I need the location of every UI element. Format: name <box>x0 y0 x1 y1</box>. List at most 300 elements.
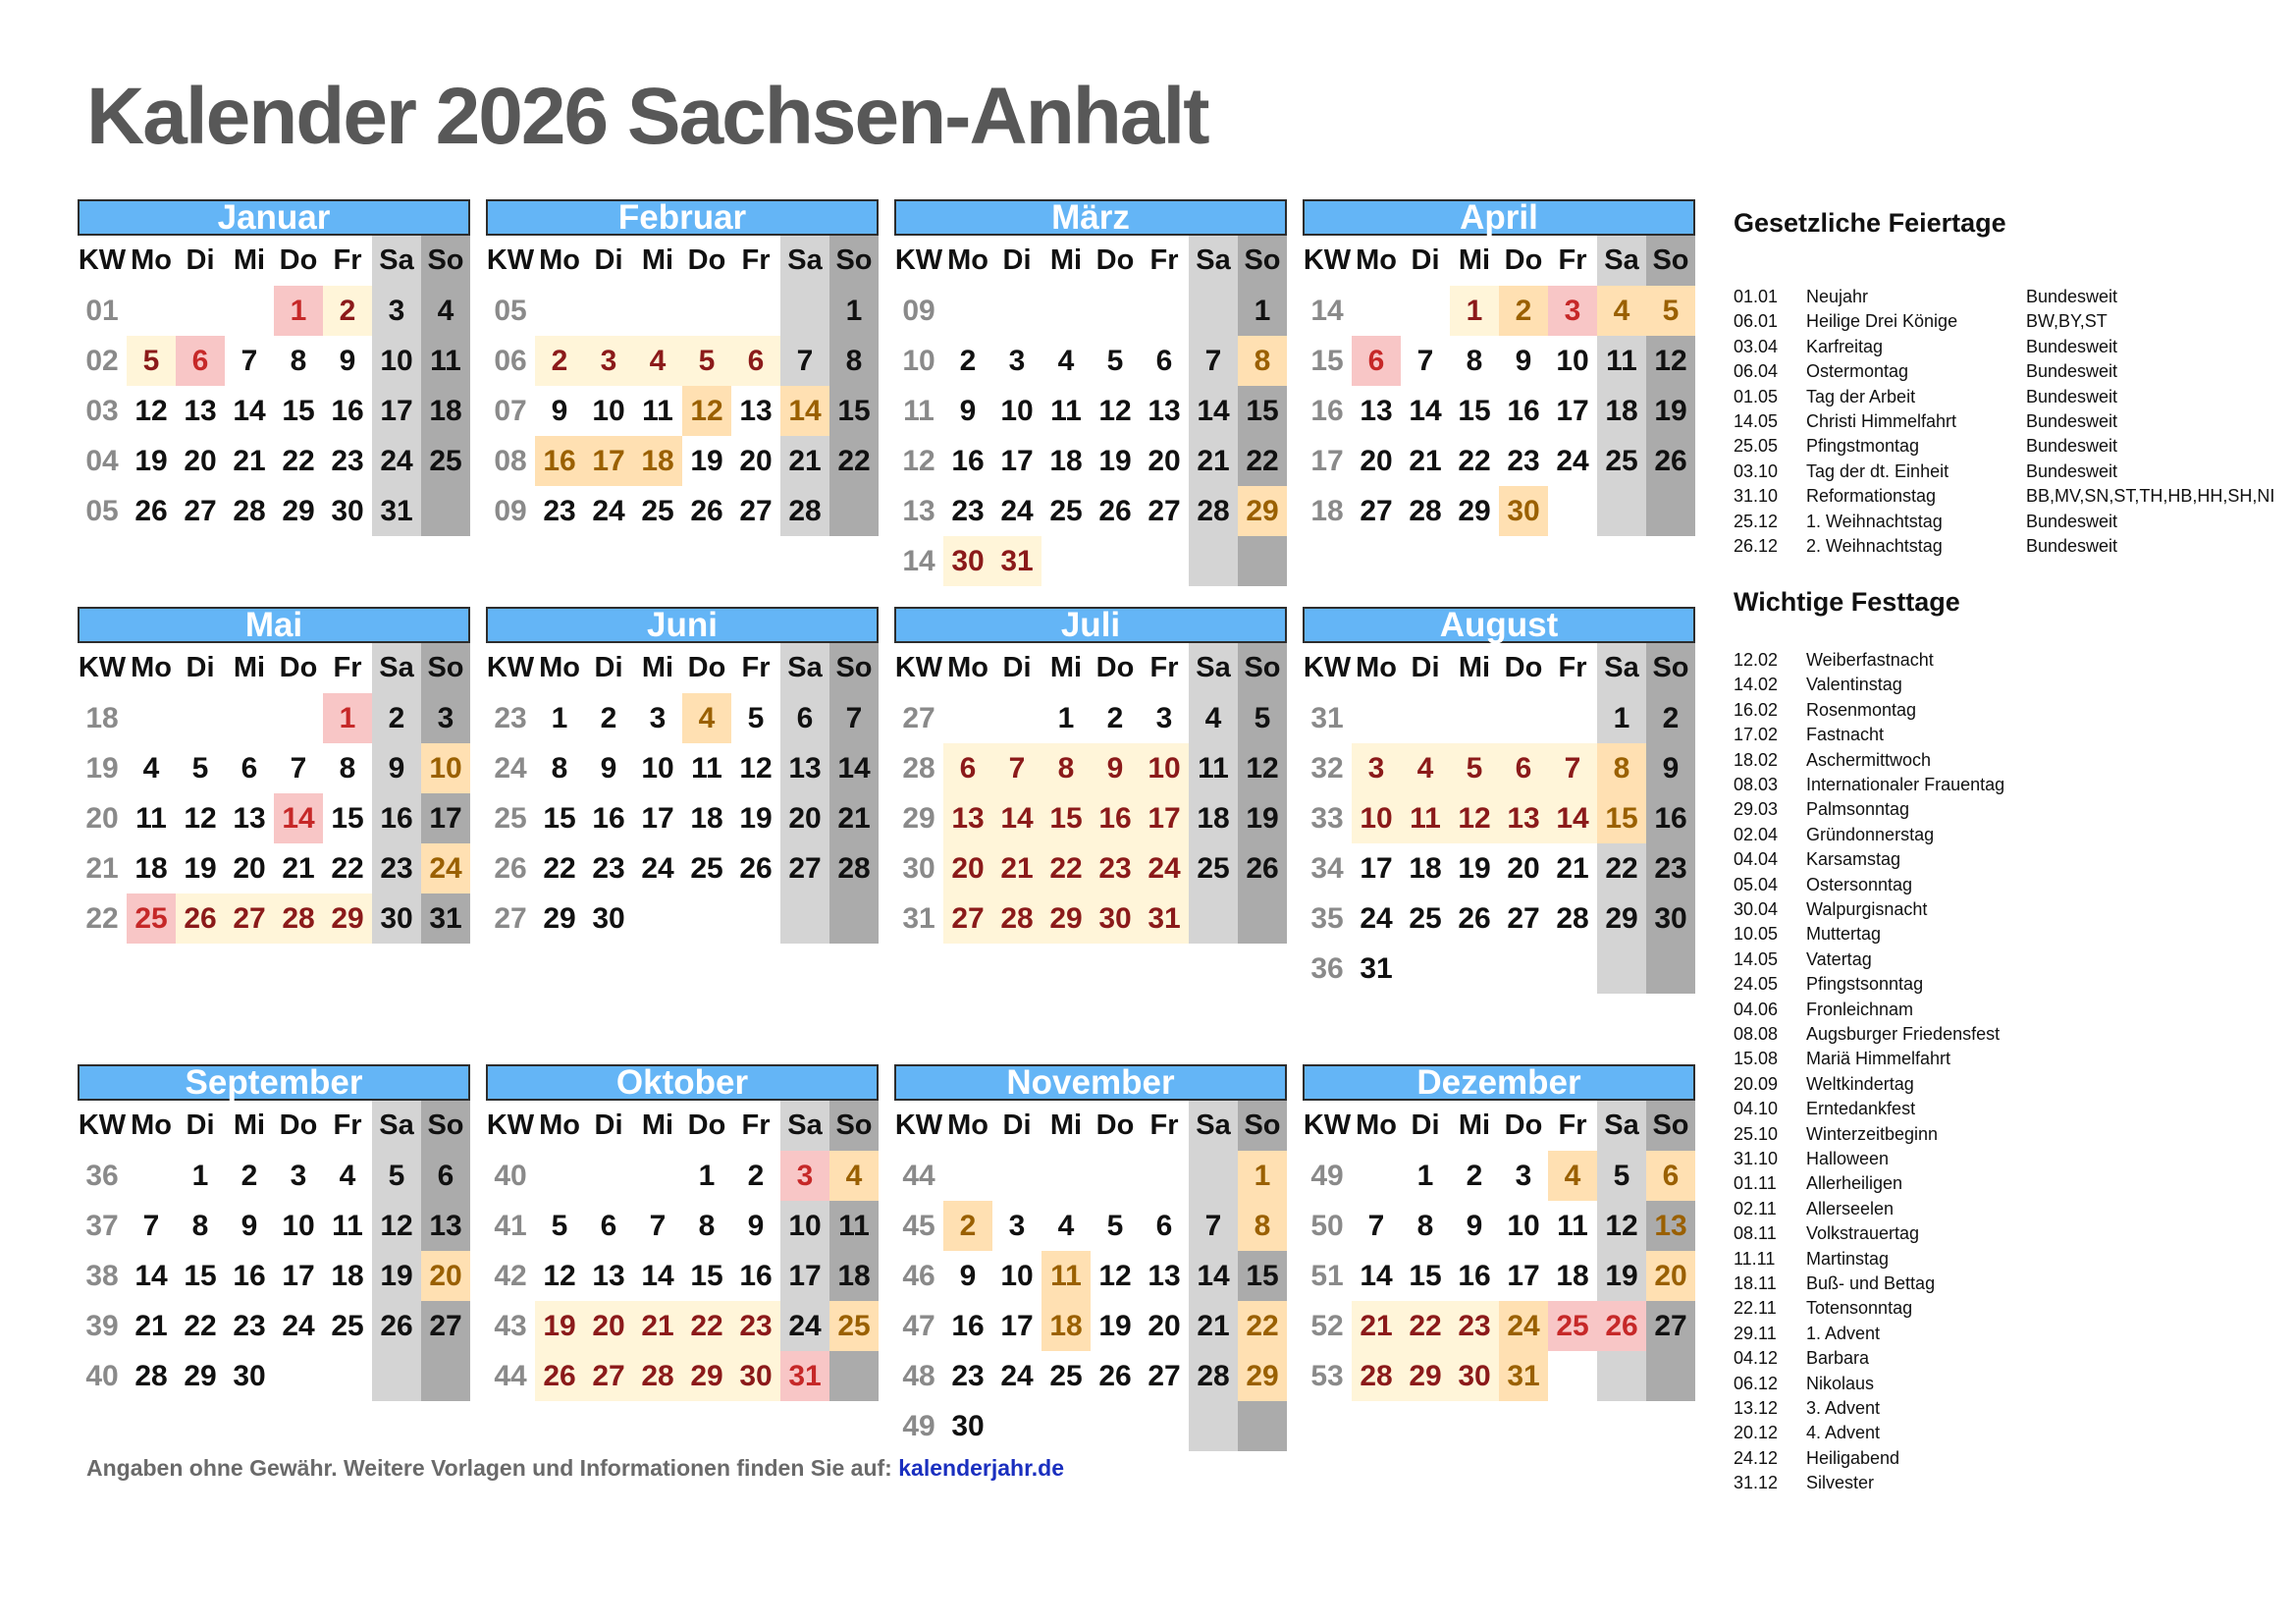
day-cell: 6 <box>240 751 258 785</box>
day-cell: 23 <box>233 1309 266 1342</box>
empty-cell <box>1597 944 1646 994</box>
day-cell: 8 <box>1597 743 1646 793</box>
day-cell: 16 <box>1458 1259 1491 1292</box>
entry-date: 31.12 <box>1734 1473 1779 1493</box>
empty-cell <box>1140 286 1189 336</box>
day-cell: 7 <box>240 344 258 377</box>
entry-name: 4. Advent <box>1806 1423 1881 1443</box>
weekday-label: KW <box>894 244 943 276</box>
month-8 <box>1303 607 1695 994</box>
week-row <box>1303 1301 1695 1351</box>
week-number: 42 <box>494 1259 527 1292</box>
week-number: 07 <box>494 394 527 427</box>
empty-cell <box>372 1351 421 1401</box>
day-cell: 17 <box>372 386 421 436</box>
empty-cell <box>225 286 274 336</box>
week-row <box>894 1151 1287 1201</box>
month-title: November <box>894 1064 1287 1101</box>
week-number: 31 <box>1310 701 1344 734</box>
empty-cell <box>1238 536 1287 586</box>
day-cell: 1 <box>1238 1151 1287 1201</box>
weekday-label: Di <box>186 652 215 683</box>
day-cell: 27 <box>1148 1359 1181 1392</box>
entry-date: 01.05 <box>1734 386 1779 406</box>
weekday-label: KW <box>1303 652 1352 683</box>
week-number: 39 <box>85 1309 119 1342</box>
empty-cell <box>421 486 470 536</box>
entry-date: 04.10 <box>1734 1099 1779 1119</box>
day-cell: 26 <box>176 893 225 944</box>
day-cell: 15 <box>1041 793 1091 843</box>
weekday-label: Mo <box>539 652 580 683</box>
day-cell: 12 <box>184 801 217 835</box>
week-number: 18 <box>85 701 119 734</box>
page-title: Kalender 2026 Sachsen-Anhalt <box>86 72 1208 161</box>
day-cell: 2 <box>240 1159 258 1192</box>
weekday-label: Di <box>1002 1110 1032 1141</box>
month-title: April <box>1303 199 1695 236</box>
weekday-label: KW <box>78 244 127 276</box>
day-cell: 13 <box>184 394 217 427</box>
day-cell: 3 <box>584 336 633 386</box>
day-cell: 26 <box>1098 1359 1132 1392</box>
week-number: 27 <box>494 901 527 935</box>
month-5 <box>78 607 470 944</box>
day-cell: 5 <box>682 336 731 386</box>
entry-name: Internationaler Frauentag <box>1806 775 2005 794</box>
week-number: 47 <box>902 1309 935 1342</box>
week-row <box>1303 743 1695 793</box>
empty-cell <box>1597 1351 1646 1401</box>
week-number: 46 <box>902 1259 935 1292</box>
day-cell: 31 <box>1140 893 1189 944</box>
weekday-label: KW <box>486 1110 535 1141</box>
week-row <box>1303 893 1695 944</box>
week-row <box>78 1301 470 1351</box>
week-row <box>486 486 879 536</box>
empty-cell <box>1189 893 1238 944</box>
day-cell: 8 <box>698 1209 716 1242</box>
week-row <box>486 1351 879 1401</box>
weekday-label: So <box>829 643 879 693</box>
week-row <box>894 843 1287 893</box>
day-cell: 14 <box>1360 1259 1393 1292</box>
entry-name: Buß- und Bettag <box>1806 1273 1936 1293</box>
day-cell: 6 <box>943 743 992 793</box>
day-cell: 9 <box>959 1259 977 1292</box>
week-number: 09 <box>902 294 935 327</box>
empty-cell <box>1189 536 1238 586</box>
day-cell: 5 <box>127 336 176 386</box>
day-cell: 24 <box>421 843 470 893</box>
day-cell: 21 <box>233 444 266 477</box>
week-row <box>78 1251 470 1301</box>
day-cell: 21 <box>780 436 829 486</box>
empty-cell <box>1041 1151 1091 1201</box>
week-row <box>78 336 470 386</box>
day-cell: 9 <box>1466 1209 1483 1242</box>
week-number: 45 <box>902 1209 935 1242</box>
week-row <box>1303 1151 1695 1201</box>
day-cell: 24 <box>1000 494 1034 527</box>
weekday-label: Fr <box>741 1110 771 1141</box>
day-cell: 18 <box>829 1251 879 1301</box>
weekday-label: So <box>421 1101 470 1151</box>
day-cell: 13 <box>233 801 266 835</box>
entry-date: 16.02 <box>1734 699 1779 720</box>
day-cell: 3 <box>421 693 470 743</box>
day-cell: 7 <box>780 336 829 386</box>
week-number: 08 <box>494 444 527 477</box>
day-cell: 5 <box>747 701 765 734</box>
day-cell: 27 <box>1646 1301 1695 1351</box>
entry-region: BW,BY,ST <box>2026 311 2108 332</box>
day-cell: 25 <box>641 494 674 527</box>
day-cell: 28 <box>633 1351 682 1401</box>
day-cell: 5 <box>1597 1151 1646 1201</box>
empty-cell <box>1140 536 1189 586</box>
month-title: Dezember <box>1303 1064 1695 1101</box>
month-1 <box>78 199 470 536</box>
week-row <box>1303 486 1695 536</box>
day-cell: 16 <box>1091 793 1140 843</box>
day-cell: 25 <box>127 893 176 944</box>
week-row <box>486 286 879 336</box>
weekday-label: Mo <box>131 1110 172 1141</box>
weekday-label: KW <box>486 652 535 683</box>
empty-cell <box>1352 286 1401 336</box>
week-number: 14 <box>1310 294 1344 327</box>
weekday-header <box>1303 643 1695 693</box>
weekday-label: Sa <box>780 1101 829 1151</box>
day-cell: 9 <box>959 394 977 427</box>
empty-cell <box>1091 286 1140 336</box>
day-cell: 28 <box>1189 1351 1238 1401</box>
day-cell: 20 <box>421 1251 470 1301</box>
day-cell: 27 <box>739 494 773 527</box>
day-cell: 5 <box>1238 693 1287 743</box>
empty-cell <box>1646 1351 1695 1401</box>
day-cell: 7 <box>1367 1209 1385 1242</box>
weekday-label: Mi <box>641 1110 674 1141</box>
day-cell: 24 <box>1556 444 1589 477</box>
weekday-label: Di <box>1411 1110 1440 1141</box>
week-row <box>1303 843 1695 893</box>
day-cell: 23 <box>1450 1301 1499 1351</box>
empty-cell <box>274 693 323 743</box>
weekday-label: Di <box>186 1110 215 1141</box>
day-cell: 20 <box>1148 444 1181 477</box>
week-row <box>894 1301 1287 1351</box>
day-cell: 11 <box>135 801 167 835</box>
day-cell: 30 <box>1646 893 1695 944</box>
day-cell: 29 <box>682 1351 731 1401</box>
weekday-label: Di <box>594 1110 623 1141</box>
day-cell: 1 <box>1450 286 1499 336</box>
empty-cell <box>1189 1401 1238 1451</box>
day-cell: 17 <box>1507 1259 1540 1292</box>
weekday-label: Sa <box>1597 1101 1646 1151</box>
week-row <box>1303 286 1695 336</box>
week-number: 06 <box>494 344 527 377</box>
weekday-label: Fr <box>741 244 771 276</box>
day-cell: 13 <box>739 394 773 427</box>
day-cell: 6 <box>731 336 780 386</box>
day-cell: 23 <box>1091 843 1140 893</box>
empty-cell <box>1140 1401 1189 1451</box>
day-cell: 28 <box>1556 901 1589 935</box>
entry-name: Gründonnerstag <box>1806 824 1935 844</box>
day-cell: 9 <box>551 394 568 427</box>
day-cell: 24 <box>372 436 421 486</box>
day-cell: 28 <box>1409 494 1442 527</box>
empty-cell <box>1548 944 1597 994</box>
day-cell: 23 <box>731 1301 780 1351</box>
day-cell: 5 <box>1450 743 1499 793</box>
entry-date: 08.03 <box>1734 775 1779 794</box>
day-cell: 14 <box>780 386 829 436</box>
entry-date: 15.08 <box>1734 1049 1779 1069</box>
day-cell: 25 <box>1597 436 1646 486</box>
day-cell: 14 <box>233 394 266 427</box>
week-row <box>78 843 470 893</box>
entry-name: Pfingstsonntag <box>1806 974 1924 995</box>
weekday-label: Do <box>687 244 726 276</box>
week-row <box>1303 793 1695 843</box>
empty-cell <box>1352 693 1401 743</box>
festivals-title: Wichtige Festtage <box>1734 587 1960 617</box>
entry-date: 05.04 <box>1734 874 1779 894</box>
empty-cell <box>1499 693 1548 743</box>
weekday-label: Mi <box>1049 1110 1083 1141</box>
day-cell: 26 <box>134 494 168 527</box>
footer-link[interactable]: kalenderjahr.de <box>898 1455 1064 1481</box>
day-cell: 9 <box>372 743 421 793</box>
empty-cell <box>127 1151 176 1201</box>
week-number: 18 <box>1310 494 1344 527</box>
day-cell: 12 <box>1646 336 1695 386</box>
empty-cell <box>992 1401 1041 1451</box>
month-2 <box>486 199 879 536</box>
entry-date: 25.12 <box>1734 511 1779 531</box>
day-cell: 5 <box>551 1209 568 1242</box>
day-cell: 22 <box>1238 1301 1287 1351</box>
week-row <box>894 793 1287 843</box>
day-cell: 9 <box>240 1209 258 1242</box>
day-cell: 21 <box>1189 436 1238 486</box>
week-row <box>78 1151 470 1201</box>
entry-region: Bundesweit <box>2026 511 2118 531</box>
empty-cell <box>829 486 879 536</box>
empty-cell <box>1041 1401 1091 1451</box>
day-cell: 11 <box>1401 793 1450 843</box>
weekday-label: Do <box>279 1110 318 1141</box>
weekday-label: Do <box>279 652 318 683</box>
day-cell: 21 <box>134 1309 168 1342</box>
weekday-label: Fr <box>1558 244 1587 276</box>
day-cell: 16 <box>535 436 584 486</box>
day-cell: 30 <box>1091 893 1140 944</box>
day-cell: 28 <box>274 893 323 944</box>
empty-cell <box>535 286 584 336</box>
weekday-label: KW <box>894 1110 943 1141</box>
day-cell: 2 <box>959 344 977 377</box>
day-cell: 11 <box>1050 394 1082 427</box>
day-cell: 16 <box>233 1259 266 1292</box>
day-cell: 20 <box>1646 1251 1695 1301</box>
week-row <box>78 386 470 436</box>
day-cell: 8 <box>191 1209 209 1242</box>
empty-cell <box>731 286 780 336</box>
weekday-label: So <box>1238 643 1287 693</box>
empty-cell <box>535 1151 584 1201</box>
day-cell: 29 <box>323 893 372 944</box>
week-number: 22 <box>85 901 119 935</box>
week-row <box>894 336 1287 386</box>
empty-cell <box>1140 1151 1189 1201</box>
day-cell: 27 <box>184 494 217 527</box>
week-number: 16 <box>1310 394 1344 427</box>
day-cell: 18 <box>1049 444 1083 477</box>
entry-name: Pfingstmontag <box>1806 436 1920 457</box>
week-number: 15 <box>1310 344 1344 377</box>
day-cell: 12 <box>1450 793 1499 843</box>
week-row <box>486 693 879 743</box>
day-cell: 4 <box>421 286 470 336</box>
week-number: 11 <box>903 394 934 427</box>
entry-date: 08.11 <box>1734 1223 1777 1244</box>
entry-date: 25.05 <box>1734 436 1779 457</box>
day-cell: 3 <box>1008 344 1026 377</box>
day-cell: 12 <box>1098 1259 1132 1292</box>
entry-name: 1. Weihnachtstag <box>1806 511 1943 531</box>
empty-cell <box>1091 536 1140 586</box>
day-cell: 13 <box>1148 1259 1181 1292</box>
day-cell: 18 <box>1556 1259 1589 1292</box>
week-number: 27 <box>902 701 935 734</box>
day-cell: 10 <box>1352 793 1401 843</box>
day-cell: 3 <box>1515 1159 1532 1192</box>
day-cell: 14 <box>134 1259 168 1292</box>
weekday-label: Fr <box>333 652 362 683</box>
weekday-label: Do <box>1504 1110 1543 1141</box>
entry-name: Fastnacht <box>1806 725 1885 745</box>
weekday-label: Fr <box>1558 652 1587 683</box>
day-cell: 28 <box>233 494 266 527</box>
day-cell: 13 <box>1499 793 1548 843</box>
day-cell: 11 <box>1557 1209 1588 1242</box>
weekday-header <box>894 236 1287 286</box>
week-row <box>894 1251 1287 1301</box>
empty-cell <box>1041 536 1091 586</box>
day-cell: 20 <box>739 444 773 477</box>
day-cell: 27 <box>943 893 992 944</box>
weekday-label: KW <box>1303 1110 1352 1141</box>
day-cell: 2 <box>1106 701 1124 734</box>
weekday-label: Mi <box>641 652 674 683</box>
weekday-label: Mi <box>1458 1110 1491 1141</box>
week-row <box>486 436 879 486</box>
day-cell: 20 <box>584 1301 633 1351</box>
weekday-label: Mi <box>641 244 674 276</box>
month-title: September <box>78 1064 470 1101</box>
day-cell: 7 <box>1189 1201 1238 1251</box>
day-cell: 29 <box>1458 494 1491 527</box>
weekday-label: KW <box>78 1110 127 1141</box>
day-cell: 17 <box>1360 851 1393 885</box>
weekday-header <box>486 236 879 286</box>
day-cell: 12 <box>682 386 731 436</box>
entry-name: 3. Advent <box>1806 1398 1881 1418</box>
weekday-label: Sa <box>1597 643 1646 693</box>
weekday-label: So <box>421 643 470 693</box>
week-number: 52 <box>1310 1309 1344 1342</box>
empty-cell <box>1091 1151 1140 1201</box>
entry-name: Winterzeitbeginn <box>1806 1123 1939 1144</box>
month-title: Juni <box>486 607 879 643</box>
weekday-label: Sa <box>372 643 421 693</box>
day-cell: 9 <box>1646 743 1695 793</box>
week-row <box>486 893 879 944</box>
day-cell: 13 <box>780 743 829 793</box>
weekday-label: So <box>1646 643 1695 693</box>
day-cell: 1 <box>698 1159 716 1192</box>
day-cell: 7 <box>1189 336 1238 386</box>
day-cell: 25 <box>1049 494 1083 527</box>
week-number: 10 <box>902 344 935 377</box>
day-cell: 19 <box>1098 444 1132 477</box>
day-cell: 31 <box>1360 951 1393 985</box>
day-cell: 19 <box>535 1301 584 1351</box>
empty-cell <box>1548 1351 1597 1401</box>
day-cell: 8 <box>1238 1201 1287 1251</box>
week-row <box>78 693 470 743</box>
day-cell: 16 <box>331 394 364 427</box>
day-cell: 8 <box>1238 336 1287 386</box>
weekday-label: Mi <box>233 652 266 683</box>
week-row <box>894 743 1287 793</box>
holidays-title: Gesetzliche Feiertage <box>1734 208 2006 238</box>
day-cell: 2 <box>943 1201 992 1251</box>
entry-name: Rosenmontag <box>1806 699 1917 720</box>
day-cell: 10 <box>592 394 625 427</box>
day-cell: 5 <box>1106 344 1124 377</box>
month-3 <box>894 199 1287 586</box>
day-cell: 31 <box>992 536 1041 586</box>
day-cell: 22 <box>1041 843 1091 893</box>
day-cell: 1 <box>1057 701 1075 734</box>
week-row <box>1303 336 1695 386</box>
day-cell: 7 <box>142 1209 160 1242</box>
day-cell: 12 <box>134 394 168 427</box>
entry-region: Bundesweit <box>2026 460 2118 481</box>
day-cell: 14 <box>1189 1251 1238 1301</box>
week-number: 20 <box>85 801 119 835</box>
weekday-label: So <box>421 236 470 286</box>
day-cell: 27 <box>1507 901 1540 935</box>
empty-cell <box>780 893 829 944</box>
weekday-header <box>894 643 1287 693</box>
day-cell: 17 <box>1556 394 1589 427</box>
entry-region: Bundesweit <box>2026 411 2118 431</box>
day-cell: 13 <box>943 793 992 843</box>
day-cell: 21 <box>282 851 315 885</box>
entry-date: 11.11 <box>1734 1248 1776 1269</box>
weekday-label: Mo <box>947 1110 988 1141</box>
day-cell: 17 <box>780 1251 829 1301</box>
empty-cell <box>584 286 633 336</box>
day-cell: 26 <box>1597 1301 1646 1351</box>
